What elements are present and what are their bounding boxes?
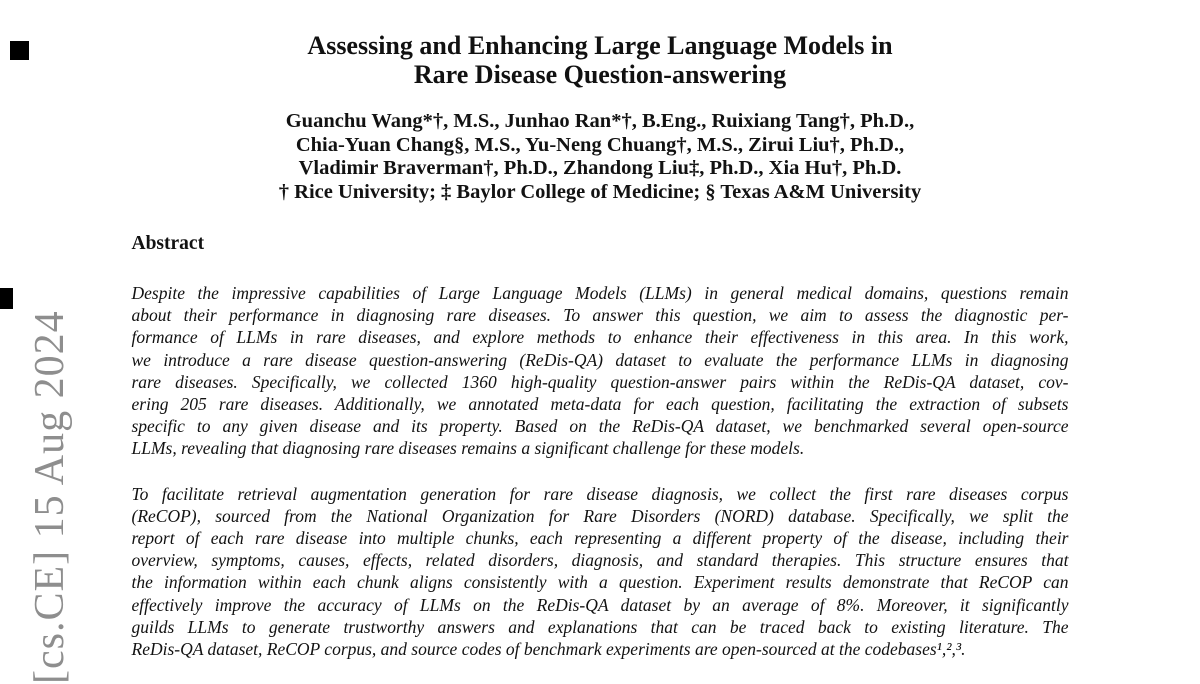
text-line: overview, symptoms, causes, effects, related disorders, diagnosis, and standard therapies. This structure ensures that bbox=[131, 550, 1069, 571]
text-line: ReDis-QA dataset, ReCOP corpus, and source codes of benchmark experiments are open-sourced at the codebases¹,²,³. bbox=[131, 639, 966, 660]
text-line: rare diseases. Specifically, we collected 1360 high-quality question-answer pairs within the ReDis-QA dataset, cov- bbox=[131, 371, 1069, 392]
text-line: report of each rare disease into multiple chunks, each representing a different property of the disease, including their bbox=[131, 528, 1069, 549]
text-line: guilds LLMs to generate trustworthy answers and explanations that can be traced back to existing literature. The bbox=[131, 616, 1069, 637]
text-line: Chia-Yuan Chang§, M.S., Yu-Neng Chuang†, M.S., Zirui Liu†, Ph.D., bbox=[295, 133, 905, 156]
text-line: we introduce a rare disease question-answering (ReDis-QA) dataset to evaluate the performance LLMs in diagnosing bbox=[131, 349, 1069, 370]
abstract-heading: Abstract bbox=[131, 233, 205, 254]
text-line: Vladimir Braverman†, Ph.D., Zhandong Liu‡, Ph.D., Xia Hu†, Ph.D. bbox=[298, 157, 902, 179]
text-line: about their performance in diagnosing rare diseases. To answer this question, we aim to assess the diagnostic per- bbox=[131, 305, 1069, 326]
paper-content bbox=[132, 31, 1069, 660]
author-block bbox=[132, 110, 1069, 204]
text-line: † Rice University; ‡ Baylor College of Medicine; § Texas A&M University bbox=[278, 180, 922, 203]
paper-title-line-1: Assessing and Enhancing Large Language Models in bbox=[307, 31, 893, 60]
text-line: effectively improve the accuracy of LLMs on the ReDis-QA dataset by an average of 8%. Moreover, it significantly bbox=[131, 594, 1069, 615]
paper-title bbox=[132, 31, 1069, 89]
text-line: the information within each chunk aligns consistently with a question. Experiment results demonstrate that ReCOP can bbox=[131, 572, 1069, 593]
text-line: Despite the impressive capabilities of Large Language Models (LLMs) in general medical domains, questions remain bbox=[131, 283, 1069, 303]
abstract-paragraph-1 bbox=[132, 282, 1069, 460]
text-line: formance of LLMs in rare diseases, and explore methods to enhance their effectiveness in this area. In this work, bbox=[131, 327, 1069, 348]
page-edge-artifact bbox=[0, 288, 13, 309]
paper-title-line-2: Rare Disease Question-answering bbox=[413, 60, 787, 89]
text-line: Guanchu Wang*†, M.S., Junhao Ran*†, B.Eng., Ruixiang Tang†, Ph.D., bbox=[285, 110, 915, 132]
text-line: To facilitate retrieval augmentation generation for rare disease diagnosis, we collect the first rare diseases corpus bbox=[131, 483, 1069, 504]
page-corner-artifact bbox=[10, 41, 29, 60]
text-line: LLMs, revealing that diagnosing rare diseases remains a significant challenge for these models. bbox=[131, 438, 805, 459]
arxiv-watermark: [cs.CE] 15 Aug 2024 bbox=[27, 310, 73, 684]
paper-page bbox=[0, 31, 1200, 684]
abstract-paragraph-2 bbox=[132, 483, 1069, 661]
text-line: specific to any given disease and its property. Based on the ReDis-QA dataset, we benchmarked several open-source bbox=[131, 416, 1069, 437]
text-line: ering 205 rare diseases. Additionally, we annotated meta-data for each question, facilitating the extraction of subsets bbox=[131, 394, 1069, 415]
text-line: (ReCOP), sourced from the National Organization for Rare Disorders (NORD) database. Specifically, we split the bbox=[131, 505, 1069, 526]
